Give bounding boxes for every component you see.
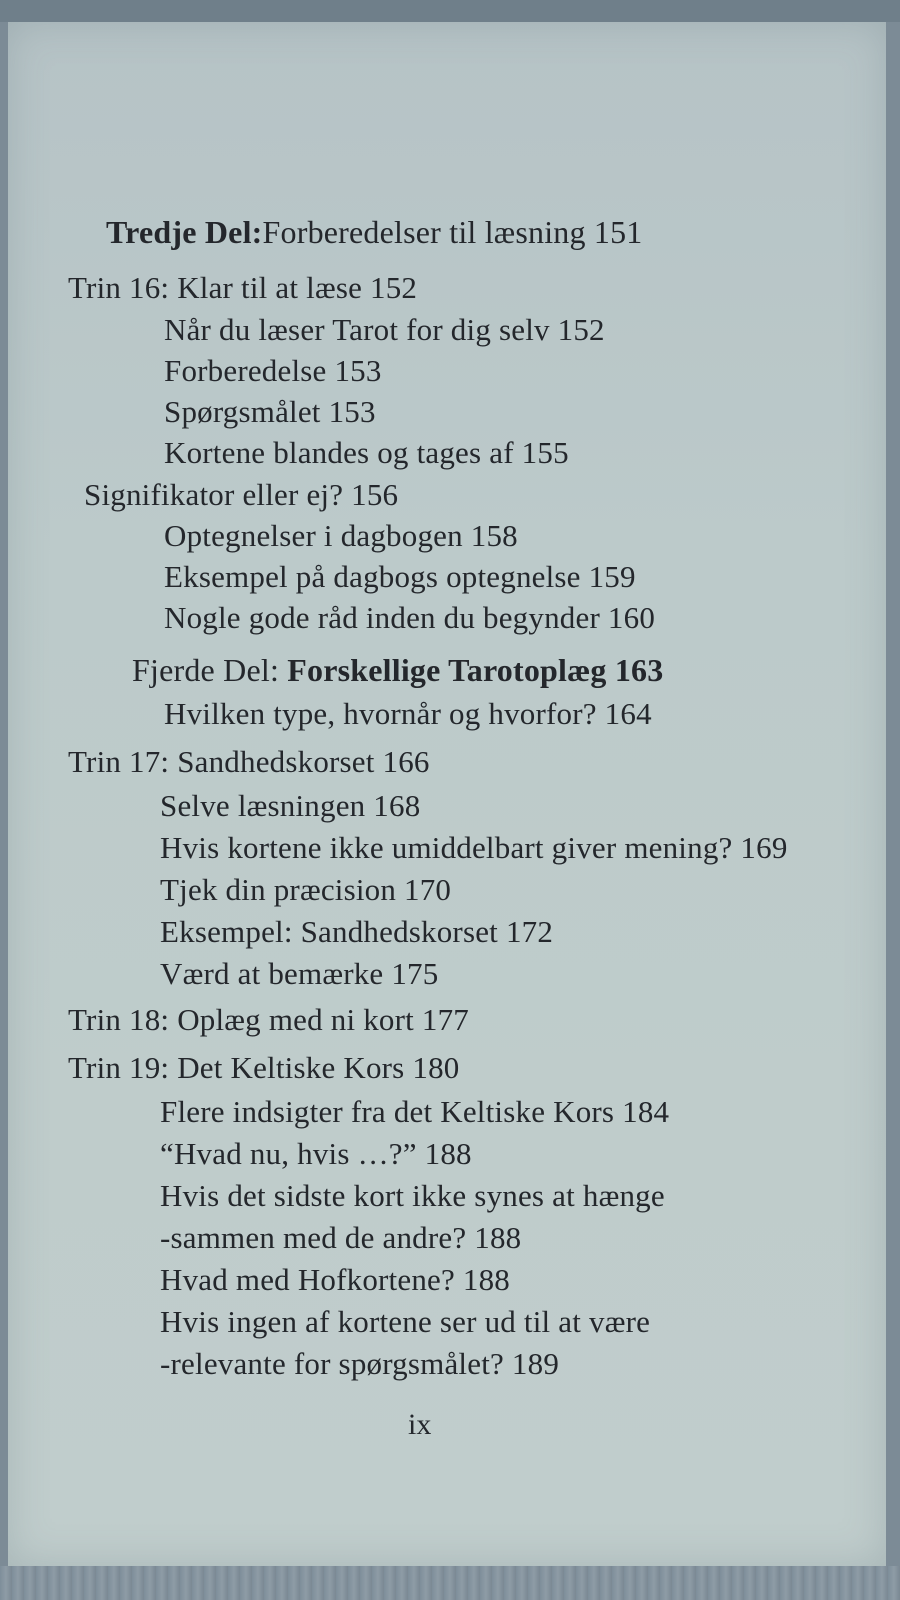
part-three-title: Forberedelser til læsning 151 (262, 214, 643, 250)
toc-entry-journal-notes: Optegnelser i dagbogen 158 (164, 518, 518, 553)
toc-entry-step-16: Trin 16: Klar til at læse 152 (68, 270, 418, 305)
toc-entry-no-relevant-line-2: -relevante for spørgsmålet? 189 (160, 1346, 560, 1381)
toc-entry-good-advice: Nogle gode råd inden du begynder 160 (164, 600, 656, 635)
toc-entry-more-insights: Flere indsigter fra det Keltiske Kors 184 (160, 1094, 670, 1129)
scan-top-edge (0, 0, 900, 22)
toc-entry-step-17: Trin 17: Sandhedskorset 166 (68, 744, 430, 779)
toc-entry-precision: Tjek din præcision 170 (160, 872, 452, 907)
part-three-heading (106, 214, 643, 250)
toc-entry-step-19: Trin 19: Det Keltiske Kors 180 (68, 1050, 460, 1085)
scan-bottom-edge (0, 1566, 900, 1600)
part-four-title: Forskellige Tarotoplæg 163 (287, 652, 664, 688)
book-page (8, 22, 886, 1566)
toc-entry-last-card-line-1: Hvis det sidste kort ikke synes at hænge (160, 1178, 665, 1213)
toc-entry-reading-for-yourself: Når du læser Tarot for dig selv 152 (164, 312, 605, 347)
toc-entry-truth-cross-example: Eksempel: Sandhedskorset 172 (160, 914, 554, 949)
toc-entry-last-card-line-2: -sammen med de andre? 188 (160, 1220, 522, 1255)
part-four-label: Fjerde Del: (132, 652, 288, 688)
toc-entry-worth-noting: Værd at bemærke 175 (160, 956, 439, 991)
toc-entry-significator: Signifikator eller ej? 156 (84, 477, 399, 512)
page-number: ix (408, 1408, 432, 1441)
toc-entry-shuffling-cards: Kortene blandes og tages af 155 (164, 435, 569, 470)
toc-entry-no-meaning: Hvis kortene ikke umiddelbart giver mening? 169 (160, 830, 788, 865)
toc-entry-court-cards: Hvad med Hofkortene? 188 (160, 1262, 510, 1297)
toc-entry-which-type: Hvilken type, hvornår og hvorfor? 164 (164, 696, 652, 731)
toc-entry-no-relevant-line-1: Hvis ingen af kortene ser ud til at være (160, 1304, 651, 1339)
toc-entry-the-question: Spørgsmålet 153 (164, 394, 376, 429)
part-three-label: Tredje Del: (106, 214, 263, 250)
toc-entry-step-18: Trin 18: Oplæg med ni kort 177 (68, 1002, 469, 1037)
toc-entry-journal-example: Eksempel på dagbogs optegnelse 159 (164, 559, 636, 594)
toc-entry-preparation: Forberedelse 153 (164, 353, 382, 388)
toc-entry-what-if: “Hvad nu, hvis …?” 188 (160, 1136, 472, 1171)
part-four-heading (132, 652, 663, 688)
toc-entry-the-reading: Selve læsningen 168 (160, 788, 421, 823)
